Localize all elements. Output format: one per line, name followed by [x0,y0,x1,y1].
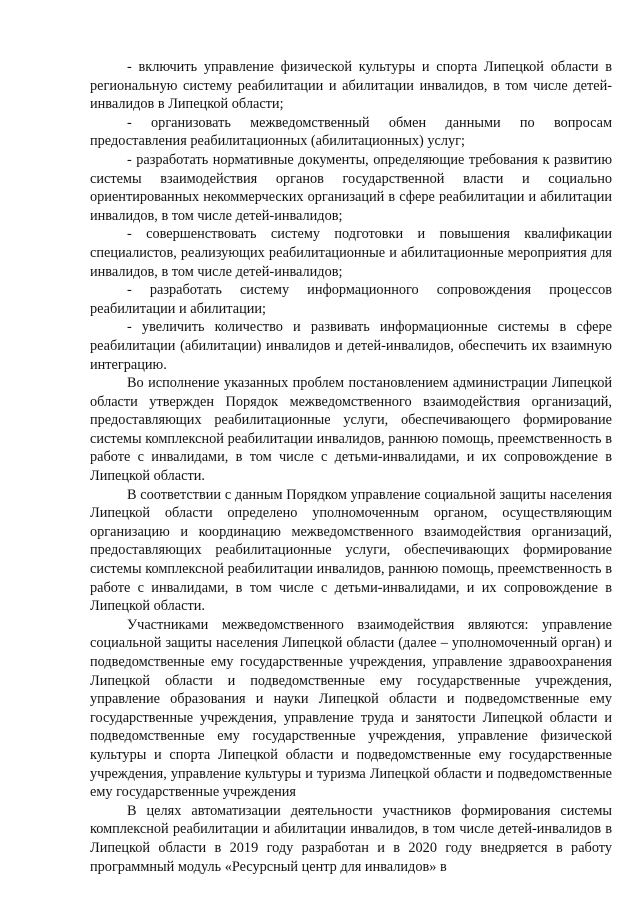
body-paragraph: Во исполнение указанных проблем постановлением администрации Липецкой области утвержден Порядок межведомственного взаимодействия организаций, предоставляющих реабилитационные услуги, обеспечивающего формирование системы комплексной реабилитации инвалидов, раннюю помощь, преемственность в работе с инвалидами, в том числе с детьми-инвалидами, и их сопровождение в Липецкой области. [90,375,612,485]
body-paragraph: Участниками межведомственного взаимодействия являются: управление социальной защиты населения Липецкой области (далее – уполномоченный орган) и подведомственные ему государственные учреждения, управление здравоохранения Липецкой области и подведомственные ему государственные учреждения, управление образования и науки Липецкой области и подведомственные ему государственные учреждения, управление труда и занятости Липецкой области и подведомственные ему государственные учреждения, управление физической культуры и спорта Липецкой области и подведомственные ему государственные учреждения, управление культуры и туризма Липецкой области и подведомственные ему государственные учреждения [90,616,612,801]
list-item: - включить управление физической культуры и спорта Липецкой области в региональную систему реабилитации и абилитации инвалидов, в том числе детей-инвалидов в Липецкой области; [90,59,612,113]
body-paragraph: В целях автоматизации деятельности участников формирования системы комплексной реабилитации и абилитации инвалидов, в том числе детей-инвалидов в Липецкой области в 2019 году разработан и в 2020 году внедряется в работу программный модуль «Ресурсный центр для инвалидов» в [90,802,612,875]
list-item: - увеличить количество и развивать информационные системы в сфере реабилитации (абилитации) инвалидов и детей-инвалидов, обеспечить их взаимную интеграцию. [90,319,612,373]
body-paragraph: В соответствии с данным Порядком управление социальной защиты населения Липецкой области определено уполномоченным органом, осуществляющим организацию и координацию межведомственного взаимодействия организаций, предоставляющих реабилитационные услуги, обеспечивающих формирование системы комплексной реабилитации инвалидов, раннюю помощь, преемственность в работе с инвалидами, в том числе с детьми-инвалидами, и их сопровождение в Липецкой области. [90,486,612,615]
list-item: - организовать межведомственный обмен данными по вопросам предоставления реабилитационных (абилитационных) услуг; [90,114,612,150]
list-item: - разработать нормативные документы, определяющие требования к развитию системы взаимодействия органов государственной власти и социально ориентированных некоммерческих организаций в сфере реабилитации и абилитации инвалидов, в том числе детей-инвалидов; [90,151,612,224]
list-item: - совершенствовать систему подготовки и повышения квалификации специалистов, реализующих реабилитационные и абилитационные мероприятия для инвалидов, в том числе детей-инвалидов; [90,226,612,280]
document-page [90,58,612,876]
list-item: - разработать систему информационного сопровождения процессов реабилитации и абилитации; [90,282,612,317]
